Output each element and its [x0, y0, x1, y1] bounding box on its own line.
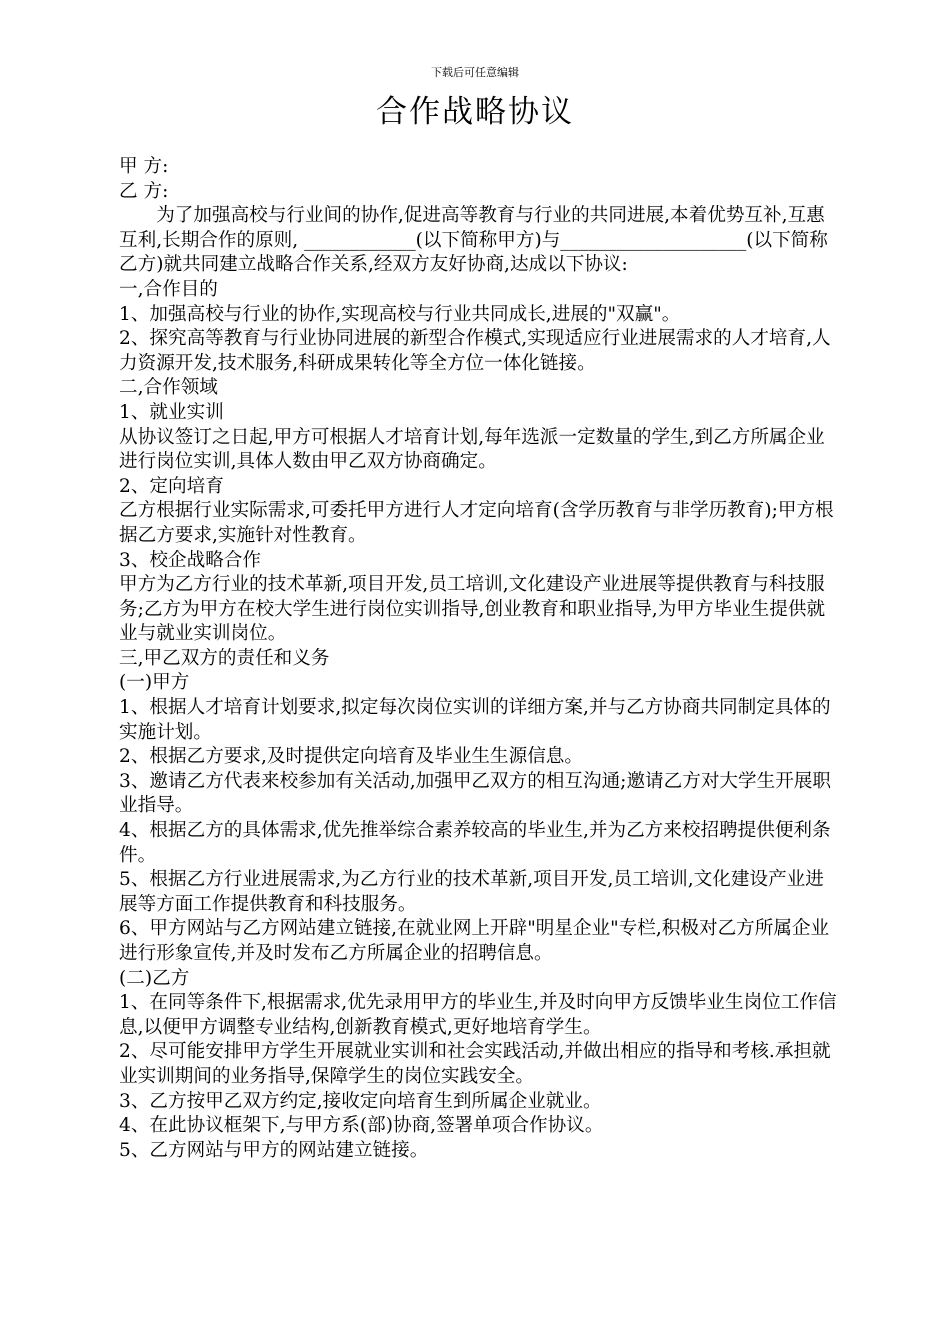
section-heading: 二,合作领域: [119, 377, 218, 399]
section-heading: 三,甲乙双方的责任和义务: [119, 647, 330, 669]
header-note: 下载后可任意编辑: [431, 66, 519, 79]
clause: 5、根据乙方行业进展需求,为乙方行业的技术革新,项目开发,员工培训,文化建设产业进展等方面工作提供教育和科技服务。: [119, 869, 824, 915]
clause: 6、甲方网站与乙方网站建立链接,在就业网上开辟"明星企业"专栏,积极对乙方所属企业进行形象宣传,并及时发布乙方所属企业的招聘信息。: [119, 918, 830, 964]
subsection-heading: 3、校企战略合作: [119, 549, 261, 571]
clause: 5、乙方网站与甲方的网站建立链接。: [119, 1139, 429, 1161]
clause: 1、加强高校与行业的协作,实现高校与行业共同成长,进展的"双赢"。: [119, 303, 681, 325]
clause: 3、乙方按甲乙双方约定,接收定向培育生到所属企业就业。: [119, 1090, 602, 1112]
subsection-heading: 2、定向培育: [119, 475, 224, 497]
clause: 1、根据人才培育计划要求,拟定每次岗位实训的详细方案,并与乙方协商共同制定具体的实施计划。: [119, 697, 831, 743]
clause: 2、探究高等教育与行业协同进展的新型合作模式,实现适应行业进展需求的人才培育,人力资源开发,技术服务,科研成果转化等全方位一体化链接。: [119, 328, 831, 374]
subsection-heading: (二)乙方: [119, 967, 190, 989]
subsection-heading: 1、就业实训: [119, 401, 224, 423]
document-title: 合作战略协议: [376, 94, 574, 130]
party-b-line: 乙 方:: [119, 180, 169, 202]
party-a-line: 甲 方:: [119, 156, 169, 177]
clause: 1、在同等条件下,根据需求,优先录用甲方的毕业生,并及时向甲方反馈毕业生岗位工作信息,以便甲方调整专业结构,创新教育模式,更好地培育学生。: [119, 992, 837, 1038]
clause: 3、邀请乙方代表来校参加有关活动,加强甲乙双方的相互沟通;邀请乙方对大学生开展职业指导。: [119, 770, 831, 817]
section-heading: 一,合作目的: [119, 278, 218, 300]
clause: 2、根据乙方要求,及时提供定向培育及毕业生生源信息。: [119, 746, 583, 768]
subsection-heading: (一)甲方: [119, 672, 190, 694]
clause: 4、根据乙方的具体需求,优先推举综合素养较高的毕业生,并为乙方来校招聘提供便利条件。: [119, 820, 831, 866]
clause: 2、尽可能安排甲方学生开展就业实训和社会实践活动,并做出相应的指导和考核.承担就业实训期间的业务指导,保障学生的岗位实践安全。: [119, 1041, 831, 1087]
document-body: [119, 155, 839, 1163]
preamble-paragraph: 为了加强高校与行业间的协作,促进高等教育与行业的共同进展,本着优势互补,互惠互利,长期合作的原则, ____________(以下简称甲方)与____________________(以下简称乙方)就共同建立战略合作关系,经双方友好协商,达成以下协议:: [119, 205, 828, 276]
paragraph: 乙方根据行业实际需求,可委托甲方进行人才定向培育(含学历教育与非学历教育);甲方根据乙方要求,实施针对性教育。: [119, 500, 834, 546]
paragraph: 甲方为乙方行业的技术革新,项目开发,员工培训,文化建设产业进展等提供教育与科技服务;乙方为甲方在校大学生进行岗位实训指导,创业教育和职业指导,为甲方毕业生提供就业与就业实训岗位。: [119, 574, 826, 645]
clause: 4、在此协议框架下,与甲方系(部)协商,签署单项合作协议。: [119, 1115, 604, 1137]
paragraph: 从协议签订之日起,甲方可根据人才培育计划,每年选派一定数量的学生,到乙方所属企业进行岗位实训,具体人数由甲乙双方协商确定。: [119, 426, 825, 473]
